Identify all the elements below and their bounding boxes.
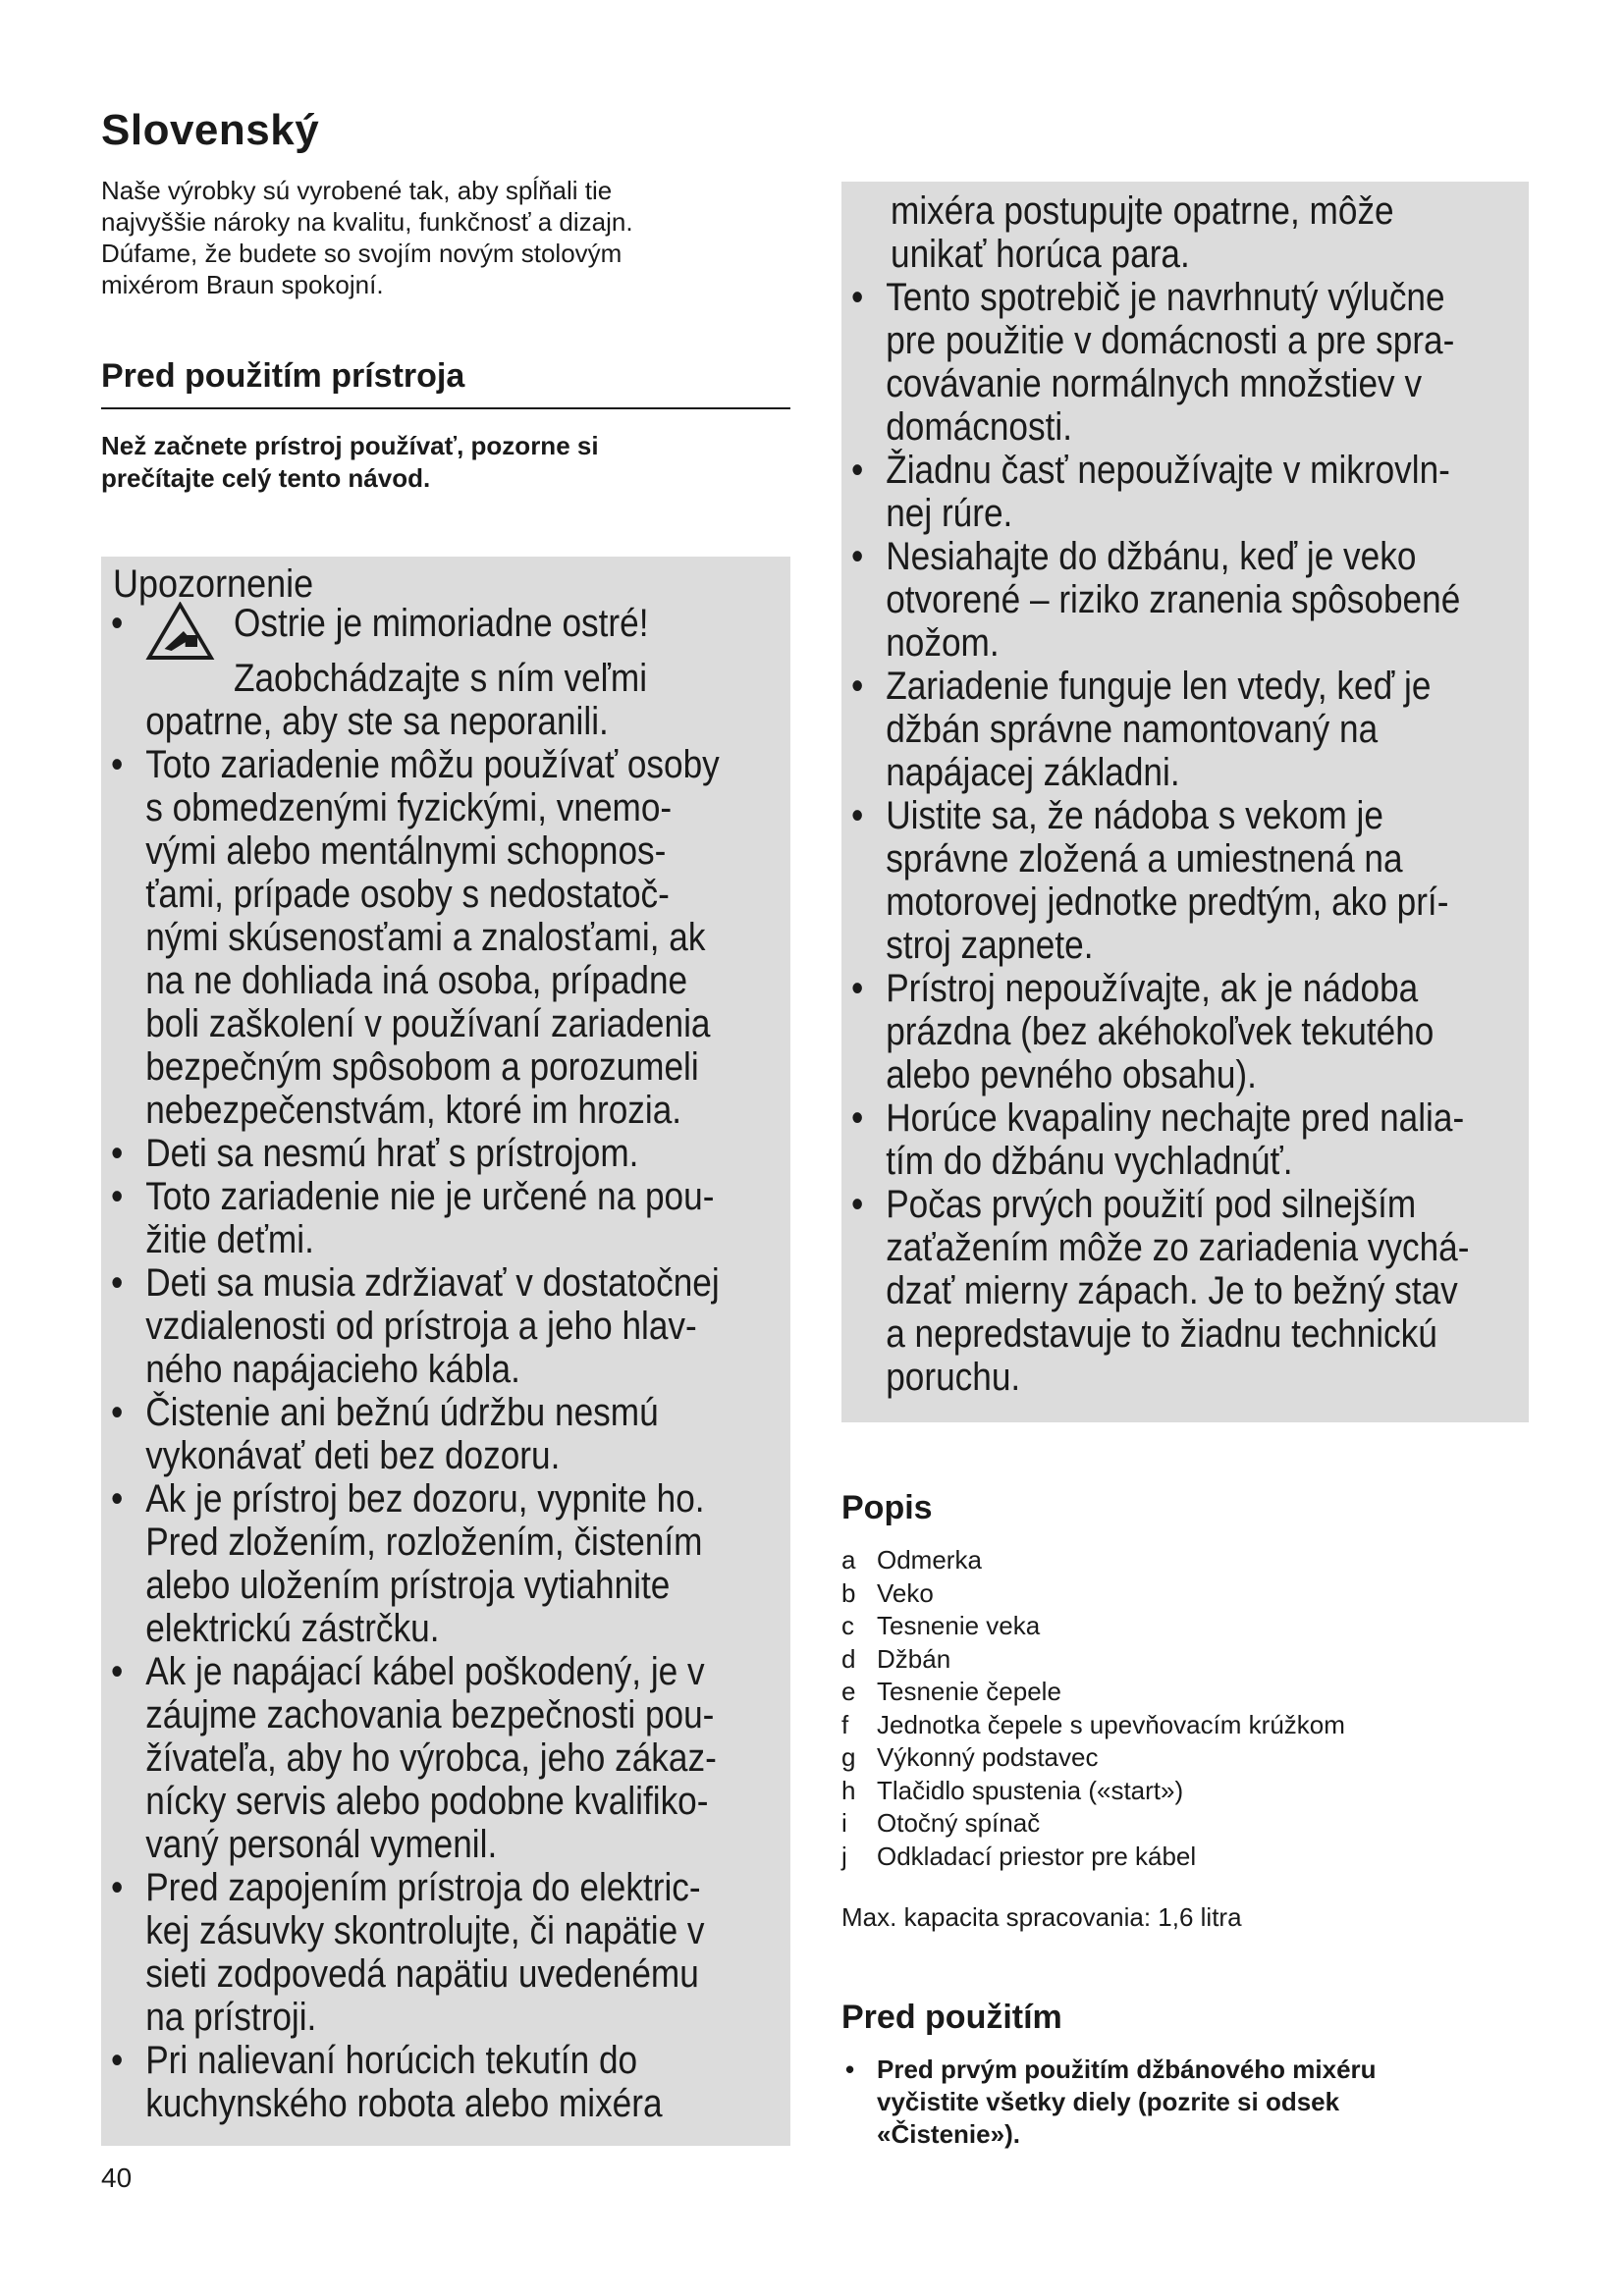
- part-key: f: [841, 1709, 849, 1739]
- part-label: Odkladací priestor pre kábel: [877, 1841, 1197, 1871]
- item-line: žívateľa, aby ho výrobca, jeho zákaz-: [145, 1736, 717, 1780]
- item-line: «Čistenie»).: [877, 2119, 1020, 2149]
- part-label: Tesnenie čepele: [877, 1677, 1061, 1706]
- item-line: boli zaškolení v používaní zariadenia: [145, 1002, 711, 1045]
- bullet: •: [851, 794, 864, 837]
- item-line: vykonávať deti bez dozoru.: [145, 1434, 561, 1477]
- part-key: i: [841, 1808, 847, 1838]
- item-line: Čistenie ani bežnú údržbu nesmú: [145, 1391, 659, 1434]
- part-label: Tesnenie veka: [877, 1611, 1041, 1640]
- item-line: Zaobchádzajte s ním veľmi: [233, 657, 648, 700]
- intro-paragraph: [101, 175, 788, 300]
- warning-item: [851, 276, 1559, 449]
- part-key: e: [841, 1677, 856, 1706]
- warning-item: [851, 449, 1559, 535]
- item-line: kuchynského robota alebo mixéra: [145, 2082, 663, 2125]
- warning-title: Upozornenie: [113, 562, 314, 606]
- part-key: j: [841, 1841, 847, 1871]
- item-line: vyčistite všetky diely (pozrite si odsek: [877, 2087, 1340, 2116]
- bullet: •: [851, 665, 864, 708]
- item-line: domácnosti.: [886, 405, 1072, 449]
- part-label: Tlačidlo spustenia («start»): [877, 1775, 1184, 1805]
- section-title: Pred použitím prístroja: [101, 357, 465, 395]
- item-line: covávanie normálnych množstiev v: [886, 362, 1423, 405]
- item-line: Ostrie je mimoriadne ostré!: [233, 602, 649, 645]
- item-line: vzdialenosti od prístroja a jeho hlav-: [145, 1305, 697, 1348]
- part-label: Veko: [877, 1577, 934, 1608]
- warning-item: [851, 1096, 1559, 1183]
- item-line: alebo pevného obsahu).: [886, 1053, 1257, 1096]
- first-use-list: [841, 2054, 1529, 2151]
- bullet: •: [851, 535, 864, 578]
- part-item: [841, 1643, 1529, 1677]
- list-item: [841, 2054, 1529, 2151]
- bullet: •: [851, 449, 864, 492]
- part-label: Otočný spínač: [877, 1808, 1041, 1838]
- part-label: Výkonný podstavec: [877, 1742, 1099, 1772]
- item-line: dzať mierny zápach. Je to bežný stav: [886, 1269, 1458, 1312]
- continuation-line: unikať horúca para.: [891, 233, 1190, 276]
- item-line: Pred zložením, rozložením, čistením: [145, 1521, 703, 1564]
- item-line: správne zložená a umiestnená na: [886, 837, 1403, 881]
- item-line: Zariadenie funguje len vtedy, keď je: [886, 665, 1432, 708]
- bullet: •: [851, 967, 864, 1010]
- part-key: d: [841, 1643, 856, 1674]
- item-line: nícky servis alebo podobne kvalifiko-: [145, 1780, 709, 1823]
- note-line: Než začnete prístroj používať, pozorne si: [101, 431, 599, 460]
- item-line: motorovej jednotke predtým, ako prí-: [886, 881, 1449, 924]
- warning-item: [111, 1477, 819, 1650]
- warning-continuation: [891, 189, 1495, 276]
- item-line: stroj zapnete.: [886, 924, 1094, 967]
- item-line: záujme zachovania bezpečnosti pou-: [145, 1693, 715, 1736]
- item-line: Prístroj nepoužívajte, ak je nádoba: [886, 967, 1419, 1010]
- bullet: •: [111, 2039, 124, 2082]
- bullet: •: [111, 1477, 124, 1521]
- warning-item: [111, 743, 819, 1132]
- item-line: Žiadnu časť nepoužívajte v mikrovln-: [886, 449, 1450, 492]
- part-item: [841, 1807, 1529, 1841]
- warning-item: [851, 794, 1559, 967]
- read-manual-note: [101, 430, 788, 495]
- warning-list-continued: [851, 276, 1529, 1399]
- bullet: •: [111, 1175, 124, 1218]
- warning-box: [101, 557, 790, 2146]
- item-line: Pred prvým použitím džbánového mixéru: [877, 2055, 1377, 2084]
- bullet: •: [851, 1183, 864, 1226]
- item-line: nebezpečenstvám, ktoré im hrozia.: [145, 1089, 682, 1132]
- warning-item: [111, 1391, 819, 1477]
- item-line: elektrickú zástrčku.: [145, 1607, 440, 1650]
- warning-item: [111, 1650, 819, 1866]
- part-item: [841, 1610, 1529, 1643]
- warning-item: [111, 602, 819, 743]
- page-number: 40: [101, 2163, 133, 2193]
- item-line: na ne dohliada iná osoba, prípadne: [145, 959, 688, 1002]
- warning-item: [111, 2039, 819, 2125]
- warning-box-continued: [841, 182, 1529, 1422]
- warning-item: [851, 1183, 1559, 1399]
- part-key: a: [841, 1545, 856, 1575]
- item-line: bezpečným spôsobom a porozumeli: [145, 1045, 699, 1089]
- item-line: nými skúsenosťami a znalosťami, ak: [145, 916, 706, 959]
- item-line: Počas prvých použití pod silnejším: [886, 1183, 1417, 1226]
- part-item: [841, 1775, 1529, 1808]
- warning-item: [111, 1175, 819, 1261]
- item-line: Uistite sa, že nádoba s vekom je: [886, 794, 1383, 837]
- intro-line: najvyššie nároky na kvalitu, funkčnosť a dizajn.: [101, 207, 633, 237]
- capacity-text: Max. kapacita spracovania: 1,6 litra: [841, 1902, 1242, 1932]
- item-line: na prístroji.: [145, 1996, 317, 2039]
- item-line: sieti zodpovedá napätiu uvedenému: [145, 1952, 699, 1996]
- bullet: •: [111, 1132, 124, 1175]
- item-line: Pred zapojením prístroja do elektric-: [145, 1866, 701, 1909]
- item-line: Ak je prístroj bez dozoru, vypnite ho.: [145, 1477, 705, 1521]
- item-line: ného napájacieho kábla.: [145, 1348, 520, 1391]
- blade-warning-icon: [145, 602, 214, 657]
- item-line: Deti sa nesmú hrať s prístrojom.: [145, 1132, 639, 1175]
- note-line: prečítajte celý tento návod.: [101, 463, 431, 493]
- part-label: Jednotka čepele s upevňovacím krúžkom: [877, 1709, 1345, 1739]
- item-line: alebo uložením prístroja vytiahnite: [145, 1564, 671, 1607]
- item-line: vými alebo mentálnymi schopnos-: [145, 829, 667, 873]
- intro-line: mixérom Braun spokojní.: [101, 270, 384, 299]
- item-line: pre použitie v domácnosti a pre spra-: [886, 319, 1455, 362]
- item-line: žitie deťmi.: [145, 1218, 314, 1261]
- parts-list: [841, 1544, 1529, 1873]
- warning-list: [111, 602, 788, 2125]
- first-use-title: Pred použitím: [841, 1999, 1062, 2036]
- item-line: poruchu.: [886, 1356, 1021, 1399]
- item-line: nej rúre.: [886, 492, 1013, 535]
- intro-line: Naše výrobky sú vyrobené tak, aby spĺňali tie: [101, 176, 613, 205]
- item-line: otvorené – riziko zranenia spôsobené: [886, 578, 1461, 621]
- item-line: s obmedzenými fyzickými, vnemo-: [145, 786, 673, 829]
- bullet: •: [851, 276, 864, 319]
- language-heading: Slovenský: [101, 106, 320, 154]
- part-item: [841, 1741, 1529, 1775]
- part-label: Džbán: [877, 1643, 951, 1674]
- item-line: prázdna (bez akéhokoľvek tekutého: [886, 1010, 1435, 1053]
- warning-item: [851, 967, 1559, 1096]
- warning-item: [111, 1261, 819, 1391]
- item-line: Toto zariadenie môžu používať osoby: [145, 743, 720, 786]
- intro-line: Dúfame, že budete so svojím novým stolovým: [101, 239, 623, 268]
- item-line: Horúce kvapaliny nechajte pred nalia-: [886, 1096, 1465, 1140]
- item-line: Tento spotrebič je navrhnutý výlučne: [886, 276, 1445, 319]
- part-item: [841, 1709, 1529, 1742]
- item-line: opatrne, aby ste sa neporanili.: [145, 700, 609, 743]
- part-item: [841, 1676, 1529, 1709]
- part-key: c: [841, 1611, 854, 1640]
- description-title: Popis: [841, 1489, 933, 1526]
- item-line: napájacej základni.: [886, 751, 1180, 794]
- before-use-section: [101, 357, 464, 396]
- part-label: Odmerka: [877, 1545, 982, 1575]
- item-line: tím do džbánu vychladnúť.: [886, 1140, 1293, 1183]
- section-divider: [101, 407, 790, 409]
- item-line: Pri nalievaní horúcich tekutín do: [145, 2039, 638, 2082]
- part-key: g: [841, 1742, 856, 1772]
- continuation-line: mixéra postupujte opatrne, môže: [891, 189, 1394, 233]
- warning-item: [111, 1132, 819, 1175]
- item-line: ťami, prípade osoby s nedostatoč-: [145, 873, 670, 916]
- bullet: •: [111, 1261, 124, 1305]
- item-line: Toto zariadenie nie je určené na pou-: [145, 1175, 715, 1218]
- bullet: •: [851, 1096, 864, 1140]
- warning-item: [851, 535, 1559, 665]
- part-key: b: [841, 1577, 856, 1608]
- item-line: vaný personál vymenil.: [145, 1823, 498, 1866]
- bullet: •: [111, 1650, 124, 1693]
- part-item: [841, 1841, 1529, 1874]
- item-line: džbán správne namontovaný na: [886, 708, 1379, 751]
- warning-item: [851, 665, 1559, 794]
- item-line: a nepredstavuje to žiadnu technickú: [886, 1312, 1437, 1356]
- part-item: [841, 1544, 1529, 1577]
- bullet: •: [845, 2055, 855, 2084]
- bullet: •: [111, 602, 124, 645]
- item-line: Deti sa musia zdržiavať v dostatočnej: [145, 1261, 720, 1305]
- warning-item: [111, 1866, 819, 2039]
- part-key: h: [841, 1775, 856, 1805]
- item-line: Ak je napájací kábel poškodený, je v: [145, 1650, 705, 1693]
- item-line: Nesiahajte do džbánu, keď je veko: [886, 535, 1417, 578]
- bullet: •: [111, 1866, 124, 1909]
- item-line: nožom.: [886, 621, 1000, 665]
- bullet: •: [111, 1391, 124, 1434]
- item-line: zaťažením môže zo zariadenia vychá-: [886, 1226, 1470, 1269]
- item-line: kej zásuvky skontrolujte, či napätie v: [145, 1909, 705, 1952]
- bullet: •: [111, 743, 124, 786]
- part-item: [841, 1577, 1529, 1611]
